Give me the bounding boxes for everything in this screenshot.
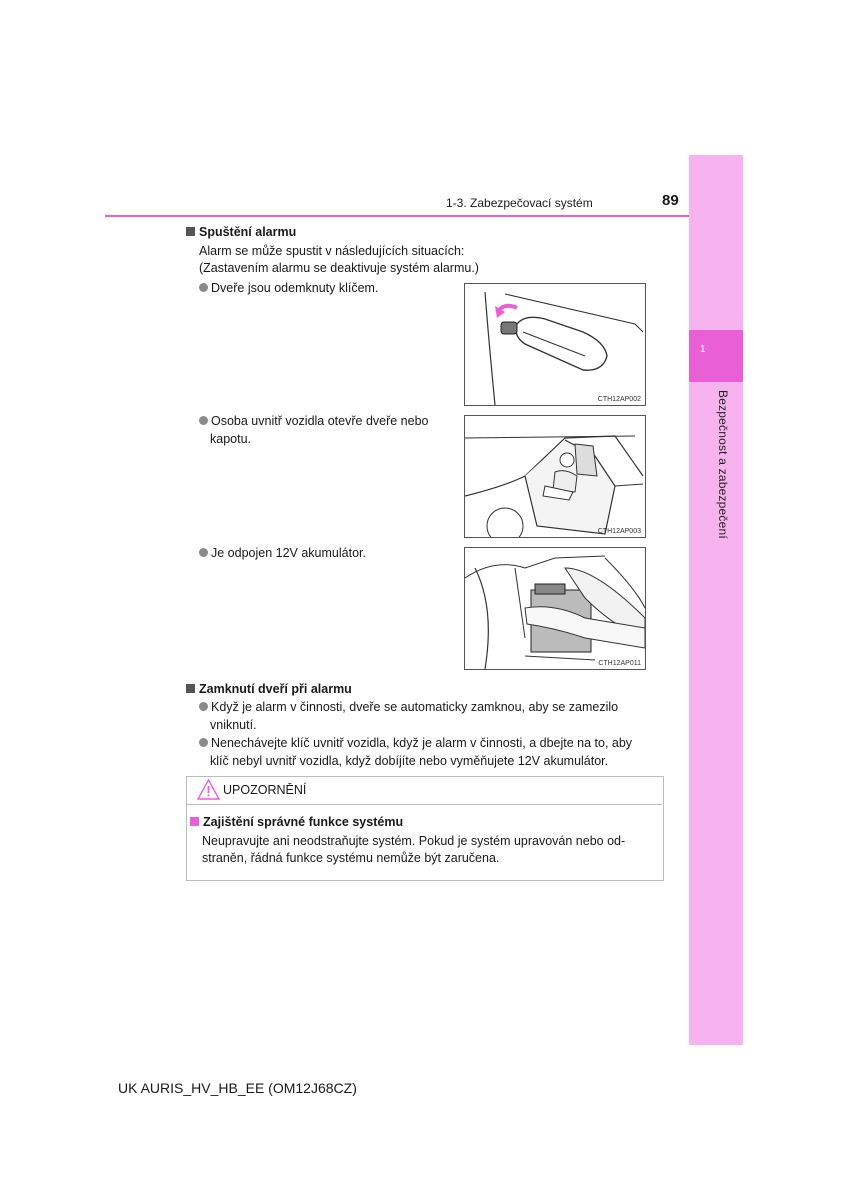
warning-text-line1: Neupravujte ani neodstraňujte systém. Pokud je systém upravován nebo od-	[202, 834, 626, 848]
square-bullet-icon	[186, 684, 195, 693]
bullet-icon	[199, 702, 208, 711]
footer-document-code: UK AURIS_HV_HB_EE (OM12J68CZ)	[118, 1080, 357, 1096]
header-divider	[105, 215, 689, 217]
alarm-item-battery: Je odpojen 12V akumulátor.	[199, 545, 366, 563]
figure-person-opens-door	[464, 415, 646, 538]
warning-subheading: Zajištění správné funkce systému	[190, 814, 403, 832]
car-door-person-illustration	[465, 416, 645, 537]
door-lock-heading: Zamknutí dveří při alarmu	[186, 681, 352, 699]
door-lock-item-auto: Když je alarm v činnosti, dveře se automaticky zamknou, aby se zamezilo vniknutí.	[199, 699, 663, 734]
door-lock-item-key: Nenechávejte klíč uvnitř vozidla, když je alarm v činnosti, a dbejte na to, aby klíč nebyl uvnitř vozidla, když dobíjíte nebo vyměňujete 12V akumulátor.	[199, 735, 663, 770]
alarm-item-person-inside: Osoba uvnitř vozidla otevře dveře nebo kapotu.	[199, 413, 454, 448]
alarm-intro-line2: (Zastavením alarmu se deaktivuje systém alarmu.)	[199, 261, 479, 275]
chapter-side-tab	[689, 155, 743, 1045]
bullet-icon	[199, 283, 208, 292]
figure-door-key-unlock	[464, 283, 646, 406]
figure-battery-disconnected	[464, 547, 646, 670]
door-handle-key-illustration	[465, 284, 645, 405]
pink-square-bullet-icon	[190, 817, 199, 826]
figure-code: CTH12AP002	[597, 396, 641, 403]
warning-text-line2: straněn, řádná funkce systému nemůže být zaručena.	[202, 851, 500, 865]
battery-hands-illustration	[465, 548, 645, 669]
figure-code: CTH12AP003	[597, 528, 641, 535]
alarm-item-door-key: Dveře jsou odemknuty klíčem.	[199, 280, 378, 298]
alarm-trigger-heading: Spuštění alarmu	[186, 224, 296, 242]
bullet-icon	[199, 416, 208, 425]
warning-triangle-icon	[197, 779, 220, 800]
warning-title: UPOZORNĚNÍ	[223, 783, 307, 797]
chapter-title: Bezpečnost a zabezpečení	[716, 390, 730, 539]
chapter-tab-active	[689, 330, 743, 382]
alarm-intro-line1: Alarm se může spustit v následujících situacích:	[199, 244, 465, 258]
bullet-icon	[199, 738, 208, 747]
square-bullet-icon	[186, 227, 195, 236]
chapter-number: 1	[700, 344, 706, 355]
page-number: 89	[662, 192, 679, 209]
figure-code: CTH12AP011	[598, 660, 641, 667]
bullet-icon	[199, 548, 208, 557]
section-title: 1-3. Zabezpečovací systém	[446, 196, 593, 210]
